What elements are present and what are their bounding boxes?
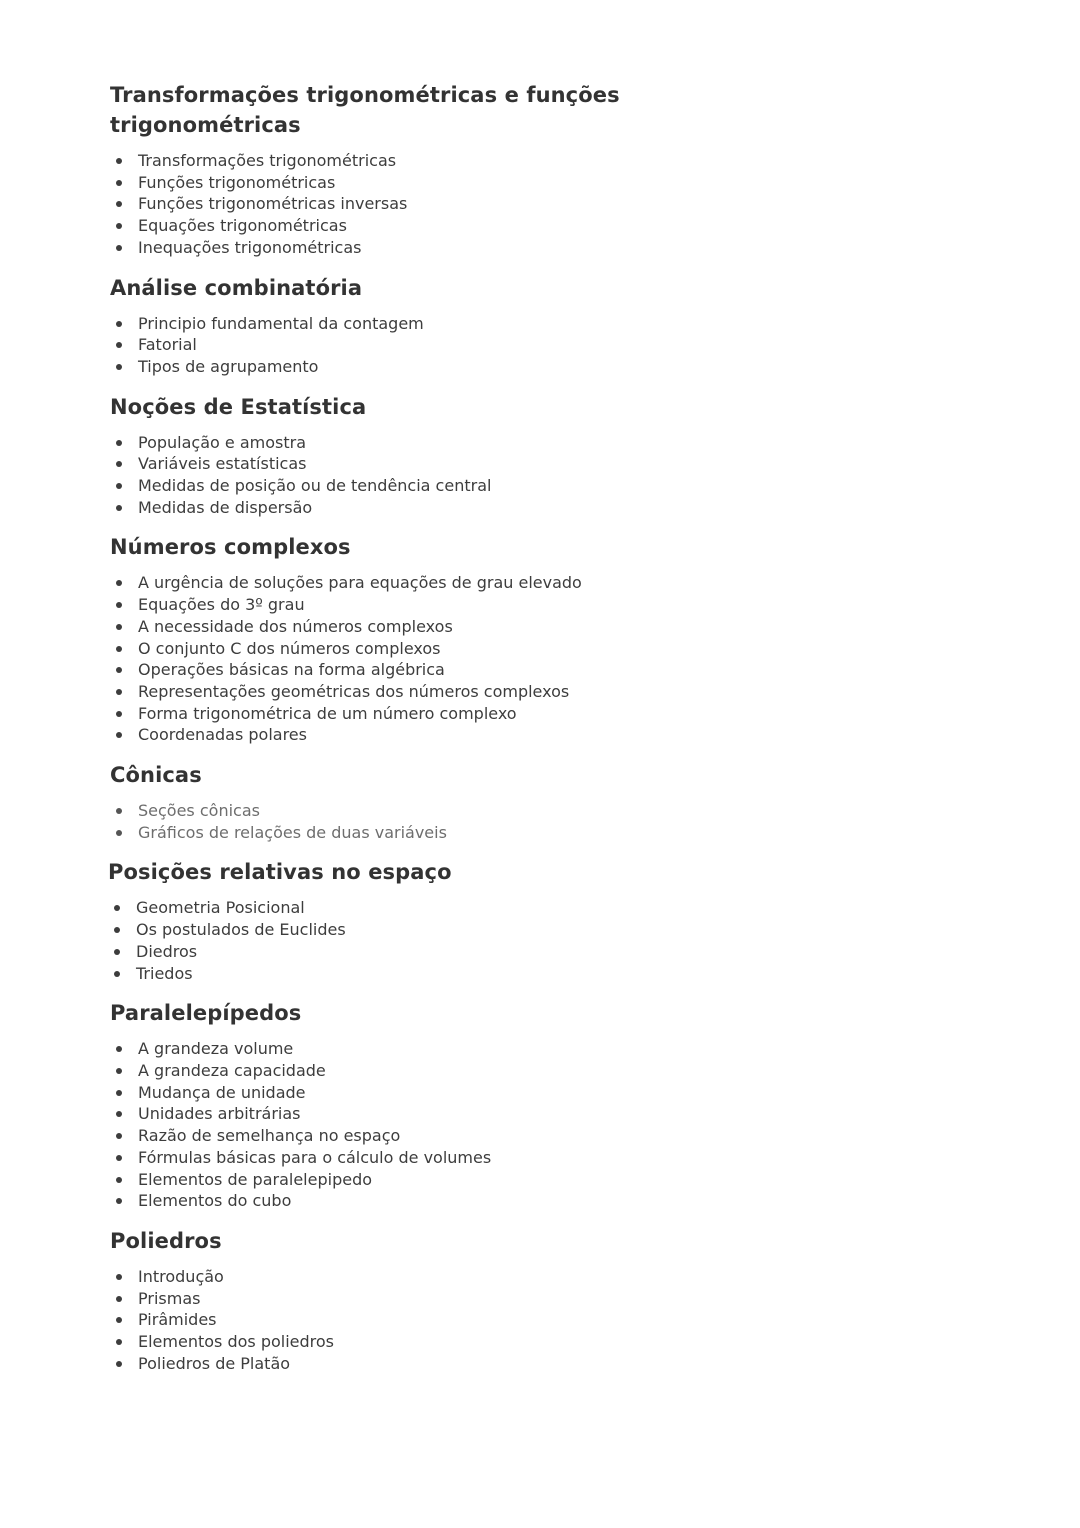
bullet-icon: [116, 808, 122, 814]
topic-list: [110, 1038, 670, 1212]
list-item: Introdução: [110, 1266, 670, 1288]
list-item: Fórmulas básicas para o cálculo de volumes: [110, 1147, 670, 1169]
bullet-icon: [116, 1177, 122, 1183]
list-item: Diedros: [108, 941, 670, 963]
topic-list: [110, 572, 670, 746]
topic-list: [110, 150, 670, 259]
list-item: Funções trigonométricas: [110, 172, 670, 194]
list-item: Variáveis estatísticas: [110, 453, 670, 475]
list-item: Razão de semelhança no espaço: [110, 1125, 670, 1147]
bullet-icon: [114, 971, 120, 977]
bullet-icon: [116, 1296, 122, 1302]
list-item: A necessidade dos números complexos: [110, 616, 670, 638]
section-title: Posições relativas no espaço: [108, 860, 452, 885]
bullet-icon: [116, 1155, 122, 1161]
list-item: Tipos de agrupamento: [110, 356, 670, 378]
bullet-icon: [116, 321, 122, 327]
bullet-icon: [116, 364, 122, 370]
bullet-icon: [116, 580, 122, 586]
bullet-icon: [116, 180, 122, 186]
list-item: Coordenadas polares: [110, 724, 670, 746]
list-item: Equações trigonométricas: [110, 215, 670, 237]
list-item: Medidas de dispersão: [110, 497, 670, 519]
list-item: Equações do 3º grau: [110, 594, 670, 616]
bullet-icon: [116, 1046, 122, 1052]
bullet-icon: [116, 461, 122, 467]
bullet-icon: [116, 711, 122, 717]
list-item: A urgência de soluções para equações de grau elevado: [110, 572, 670, 594]
list-item: Elementos dos poliedros: [110, 1331, 670, 1353]
bullet-icon: [116, 667, 122, 673]
list-item: Mudança de unidade: [110, 1082, 670, 1104]
bullet-icon: [114, 949, 120, 955]
section-trigonometria: [110, 80, 670, 259]
list-item: Elementos do cubo: [110, 1190, 670, 1212]
list-item: Pirâmides: [110, 1309, 670, 1331]
list-item: Forma trigonométrica de um número complexo: [110, 703, 670, 725]
section-poliedros: [110, 1226, 670, 1375]
bullet-icon: [116, 1068, 122, 1074]
topic-list: [110, 313, 670, 378]
section-paralelepipedos: [110, 998, 670, 1212]
bullet-icon: [116, 1361, 122, 1367]
topic-list: [108, 897, 670, 984]
bullet-icon: [116, 505, 122, 511]
bullet-icon: [116, 1339, 122, 1345]
bullet-icon: [116, 602, 122, 608]
bullet-icon: [116, 1090, 122, 1096]
list-item: A grandeza capacidade: [110, 1060, 670, 1082]
list-item: Gráficos de relações de duas variáveis: [110, 822, 670, 844]
bullet-icon: [116, 1274, 122, 1280]
topic-list: [110, 800, 670, 843]
list-item: Fatorial: [110, 334, 670, 356]
bullet-icon: [116, 158, 122, 164]
document-page: [110, 80, 670, 1388]
bullet-icon: [114, 927, 120, 933]
bullet-icon: [116, 624, 122, 630]
section-title: Números complexos: [110, 535, 351, 560]
bullet-icon: [116, 201, 122, 207]
bullet-icon: [116, 440, 122, 446]
bullet-icon: [116, 732, 122, 738]
section-title: Noções de Estatística: [110, 394, 367, 419]
section-estatistica: [110, 392, 670, 519]
list-item: Inequações trigonométricas: [110, 237, 670, 259]
list-item: Geometria Posicional: [108, 897, 670, 919]
section-numeros-complexos: [110, 532, 670, 746]
topic-list: [110, 1266, 670, 1375]
bullet-icon: [116, 1317, 122, 1323]
bullet-icon: [116, 1111, 122, 1117]
bullet-icon: [114, 905, 120, 911]
list-item: Triedos: [108, 963, 670, 985]
list-item: Elementos de paralelepipedo: [110, 1169, 670, 1191]
bullet-icon: [116, 1198, 122, 1204]
list-item: Unidades arbitrárias: [110, 1103, 670, 1125]
list-item: Representações geométricas dos números complexos: [110, 681, 670, 703]
bullet-icon: [116, 245, 122, 251]
section-analise-combinatoria: [110, 273, 670, 378]
list-item: População e amostra: [110, 432, 670, 454]
list-item: Os postulados de Euclides: [108, 919, 670, 941]
section-posicoes-relativas: [108, 857, 670, 984]
bullet-icon: [116, 646, 122, 652]
list-item: Prismas: [110, 1288, 670, 1310]
list-item: A grandeza volume: [110, 1038, 670, 1060]
section-title: Paralelepípedos: [110, 1001, 302, 1026]
section-title: Análise combinatória: [110, 275, 363, 300]
list-item: O conjunto C dos números complexos: [110, 638, 670, 660]
section-title: Cônicas: [110, 763, 202, 788]
section-title: Poliedros: [110, 1228, 222, 1253]
list-item: Funções trigonométricas inversas: [110, 193, 670, 215]
list-item: Operações básicas na forma algébrica: [110, 659, 670, 681]
list-item: Poliedros de Platão: [110, 1353, 670, 1375]
list-item: Seções cônicas: [110, 800, 670, 822]
bullet-icon: [116, 483, 122, 489]
section-conicas: [110, 760, 670, 843]
list-item: Transformações trigonométricas: [110, 150, 670, 172]
bullet-icon: [116, 223, 122, 229]
bullet-icon: [116, 830, 122, 836]
bullet-icon: [116, 1133, 122, 1139]
list-item: Medidas de posição ou de tendência central: [110, 475, 670, 497]
bullet-icon: [116, 689, 122, 695]
list-item: Principio fundamental da contagem: [110, 313, 670, 335]
section-title: Transformações trigonométricas e funções trigonométricas: [110, 83, 620, 137]
topic-list: [110, 432, 670, 519]
bullet-icon: [116, 342, 122, 348]
